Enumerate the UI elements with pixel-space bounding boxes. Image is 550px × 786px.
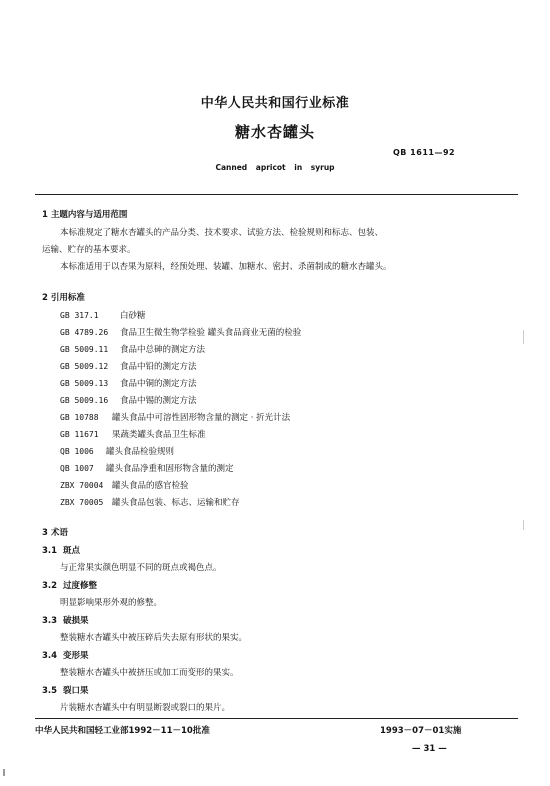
term-heading: 3.2 过度修整	[42, 581, 97, 591]
page-number: — 31 —	[412, 744, 447, 754]
section-3-heading: 3 术语	[42, 528, 68, 538]
approval-line: 中华人民共和国轻工业部1992－11－10批准	[35, 726, 210, 736]
term-definition: 明显影响果形外观的修整。	[60, 598, 163, 608]
scan-mark	[3, 769, 5, 776]
document-title: 糖水杏罐头	[234, 123, 315, 141]
reference-item: GB 5009.11 食品中总砷的测定方法	[60, 345, 206, 355]
reference-item: ZBX 70005 罐头食品包装、标志、运输和贮存	[60, 498, 240, 508]
section-1-para-1b: 运输、贮存的基本要求。	[42, 245, 136, 255]
section-1-para-2: 本标准适用于以杏果为原料，经预处理、装罐、加糖水、密封、杀菌制成的糖水杏罐头。	[60, 262, 392, 272]
reference-item: GB 317.1 白砂糖	[60, 311, 146, 321]
reference-item: GB 4789.26 食品卫生微生物学检验 罐头食品商业无菌的检验	[60, 328, 302, 338]
standard-code: QB 1611—92	[393, 148, 456, 157]
implementation-date: 1993－07－01实施	[380, 726, 462, 736]
reference-item: ZBX 70004 罐头食品的感官检验	[60, 481, 189, 491]
term-definition: 与正常果实颜色明显不同的斑点或褐色点。	[60, 563, 222, 573]
section-1-para-1a: 本标准规定了糖水杏罐头的产品分类、技术要求、试验方法、检验规则和标志、包装、	[60, 228, 384, 238]
section-2-heading: 2 引用标准	[42, 293, 85, 303]
term-definition: 整装糖水杏罐头中被压碎后失去原有形状的果实。	[60, 633, 248, 643]
reference-item: QB 1007 罐头食品净重和固形物含量的测定	[60, 464, 234, 474]
bottom-divider	[35, 718, 518, 719]
term-heading: 3.5 裂口果	[42, 686, 89, 696]
term-heading: 3.1 斑点	[42, 546, 80, 556]
reference-item: GB 5009.16 食品中锡的测定方法	[60, 396, 197, 406]
standard-header: 中华人民共和国行业标准	[200, 96, 350, 111]
english-title: Canned apricot in syrup	[215, 163, 335, 172]
term-heading: 3.4 变形果	[42, 651, 89, 661]
scan-mark	[523, 330, 524, 344]
reference-item: GB 11671 果蔬类罐头食品卫生标准	[60, 430, 206, 440]
term-definition: 片装糖水杏罐头中有明显断裂或裂口的果片。	[60, 703, 231, 713]
scan-mark	[523, 520, 524, 530]
reference-item: GB 10788 罐头食品中可溶性固形物含量的测定 · 折光计法	[60, 413, 291, 423]
reference-item: GB 5009.13 食品中铜的测定方法	[60, 379, 197, 389]
reference-item: GB 5009.12 食品中铅的测定方法	[60, 362, 197, 372]
term-definition: 整装糖水杏罐头中被挤压或加工而变形的果实。	[60, 668, 239, 678]
section-1-heading: 1 主题内容与适用范围	[42, 210, 128, 220]
reference-item: QB 1006 罐头食品检验规则	[60, 447, 175, 457]
top-divider	[35, 194, 518, 195]
term-heading: 3.3 破损果	[42, 616, 89, 626]
